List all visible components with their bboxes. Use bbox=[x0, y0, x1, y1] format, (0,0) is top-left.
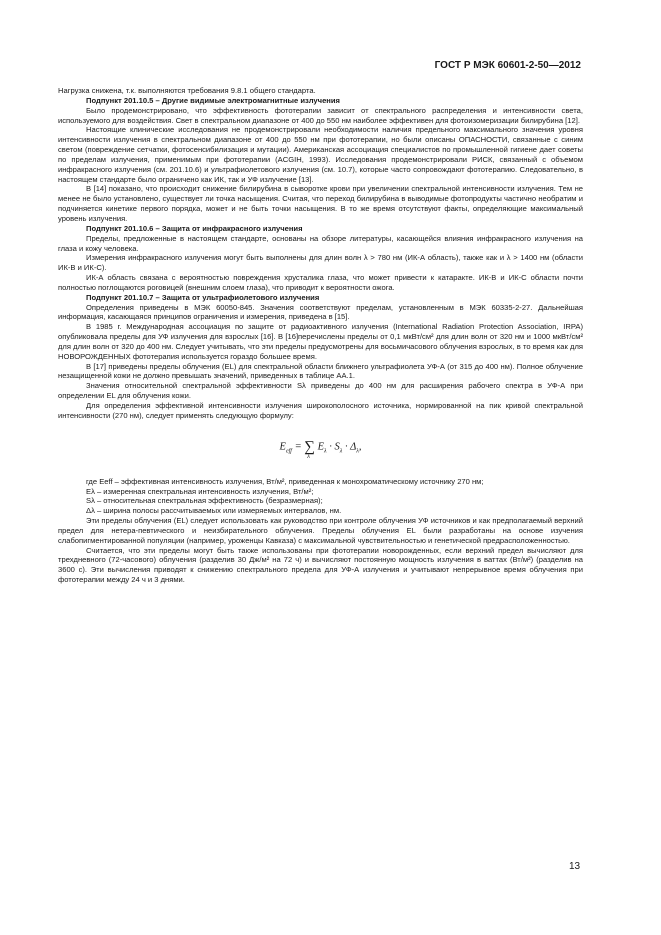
page-number: 13 bbox=[569, 861, 581, 872]
formula-lhs-subscript: eff bbox=[285, 448, 292, 455]
paragraph: Измерения инфракрасного излучения могут быть выполнены для длин волн λ > 780 нм (ИК-А область), также как и λ > 1400 нм (области ИК-В и ИК-С). bbox=[58, 253, 583, 273]
paragraph: Нагрузка снижена, т.к. выполняются требования 9.8.1 общего стандарта. bbox=[58, 86, 316, 95]
paragraph: Эти пределы облучения (EL) следует использовать как руководство при контроле облучения УФ источников и как предполагаемый верхний предел для нетера-певтического и неизбирательного облучения. Пределы облучения EL были разработаны на основе изучения слабопигментированной популяции (например, уроженцы Кавказа) с максимальной чувствительностью и генетической предрасположенностью. bbox=[58, 516, 583, 545]
paragraph: ИК-А область связана с вероятностью повреждения хрусталика глаза, что может привести к катаракте. ИК-В и ИК-С области почти полностью поглощаются роговицей (внешним слоем глаза), что приводит к вероятности ожога. bbox=[58, 273, 583, 292]
definition-item: Sλ – относительная спектральная эффективность (безразмерная); bbox=[86, 496, 323, 506]
paragraph: В [17] приведены пределы облучения (EL) для спектральной области ближнего ультрафиолета УФ-А (от 315 до 400 нм). Полное облучение незащищенной кожи не должно превышать значений, приведенных в таблице АА.1. bbox=[58, 361, 583, 381]
paragraph: Пределы, предложенные в настоящем стандарте, основаны на обзоре литературы, касающейся влияния инфракрасного излучения на глаза и кожу человека. bbox=[58, 233, 583, 253]
section-heading: Подпункт 201.10.6 – Защита от инфракрасного излучения bbox=[86, 223, 303, 233]
paragraph: Определения приведены в МЭК 60050-845. Значения соответствуют пределам, установленным в МЭК 60335-2-27. Дальнейшая информация, касающаяся принципов ограничения и измерения, приведена в [15]. bbox=[58, 302, 583, 322]
paragraph: Считается, что эти пределы могут быть также использованы при фототерапии новорожденных, если верхний предел вычисляют для трехдневного (72-часового) облучения (разделив 30 Дж/м² на 72 ч) и вычисляют постоянную мощность излучения в ваттах (Вт/м²) (разделив на 3600 с). Эти вычисления приводят к снижению спектрального предела для УФ-А излучения и учитывают непрерывное время облучения при фототерапии между 24 ч и 3 днями. bbox=[58, 545, 583, 585]
formula-term-s: S bbox=[334, 441, 340, 453]
sum-symbol: ∑ bbox=[304, 438, 315, 455]
paragraph: Было продемонстрировано, что эффективность фототерапии зависит от спектрального распределения и интенсивности света, используемого для воздействия. Свет в спектральном диапазоне от 400 до 550 нм наиболее эффективен для фотоизомеризации билирубина [12]. bbox=[58, 105, 583, 125]
paragraph: Для определения эффективной интенсивности излучения широкополосного источника, нормированной на пик кривой спектральной интенсивности (270 нм), следует применять следующую формулу: bbox=[58, 401, 583, 420]
formula-subscript: λ bbox=[356, 448, 359, 455]
paragraph: где Eeff – эффективная интенсивность излучения, Вт/м², приведенная к монохроматическому источнику 270 нм; bbox=[86, 476, 484, 486]
formula-lhs: E bbox=[279, 441, 286, 453]
document-body bbox=[58, 86, 583, 585]
paragraph: Значения относительной спектральной эффективности Sλ приведены до 400 нм для расширения рабочего спектра в УФ-А при определении EL для облучения кожи. bbox=[58, 381, 583, 401]
paragraph: Настоящие клинические исследования не продемонстрировали необходимости наличия предельного максимального значения уровня интенсивности излучения в спектральном диапазоне от 400 до 550 нм при фототерапии, но были описаны ОПАСНОСТИ, связанные с синим светом (повреждение сетчатки, фотосенсибилизация и мутации). Американская ассоциация специалистов по промышленной гигиене дает советы по пределам излучения, применимым при фототерапии (ACGIH, 1993). Исследования продемонстрировали РИСК, связанный с объемом инфракрасного излучения (см. 201.10.6) и ультрафиолетового излучения (см. 10.7), которые часто сопровождают фототерапию. Следовательно, в настоящем стандарте было ограничено как ИК, так и УФ излучение [13]. bbox=[58, 125, 583, 184]
formula-sum bbox=[304, 438, 315, 460]
formula-subscript: λ bbox=[324, 448, 327, 455]
formula-equals: = bbox=[294, 441, 302, 453]
paragraph: В [14] показано, что происходит снижение билирубина в сыворотке крови при увеличении спектральной интенсивности излучения. Тем не менее не было установлено, существует ли точка насыщения. Считая, что переход билирубина в выводимые фотопродукты частично необратим и подчиняется кинетике первого порядка, может и не быть точки насыщения. В то же время отсутствуют факты, определяющие максимальный уровень излучения. bbox=[58, 184, 583, 223]
section-heading: Подпункт 201.10.5 – Другие видимые электромагнитные излучения bbox=[86, 95, 340, 105]
sum-index: λ bbox=[307, 453, 310, 460]
section-heading: Подпункт 201.10.7 – Защита от ультрафиолетового излучения bbox=[86, 292, 320, 302]
formula-dot: · bbox=[345, 441, 348, 453]
effective-intensity-formula bbox=[58, 435, 583, 459]
formula-term-delta: Δ bbox=[350, 441, 357, 453]
formula-comma: , bbox=[358, 441, 362, 453]
definition-item: Eλ – измеренная спектральная интенсивность излучения, Вт/м²; bbox=[86, 486, 314, 496]
formula-term-e: E bbox=[317, 441, 325, 453]
standard-header: ГОСТ Р МЭК 60601-2-50—2012 bbox=[434, 60, 581, 71]
paragraph: В 1985 г. Международная ассоциация по защите от радиоактивного излучения (International Radiation Protection Association, IRPA) опубликовала пределы для УФ излучения для взрослых [16]. В [16]перечислены пределы от 0,1 мкВт/см² для длин волн от 320 нм и 1000 мкВт/см² для длин волн от 320 до 400 нм. Следует учитывать, что эти пределы предусмотрены для восьмичасового облучения взрослых, в то время как для НОВОРОЖДЕННЫХ фототерапия используется гораздо большее время. bbox=[58, 322, 583, 361]
formula-dot: · bbox=[329, 441, 332, 453]
definition-item: Δλ – ширина полосы рассчитываемых или измеряемых интервалов, нм. bbox=[86, 506, 342, 516]
formula-subscript: λ bbox=[339, 448, 343, 455]
